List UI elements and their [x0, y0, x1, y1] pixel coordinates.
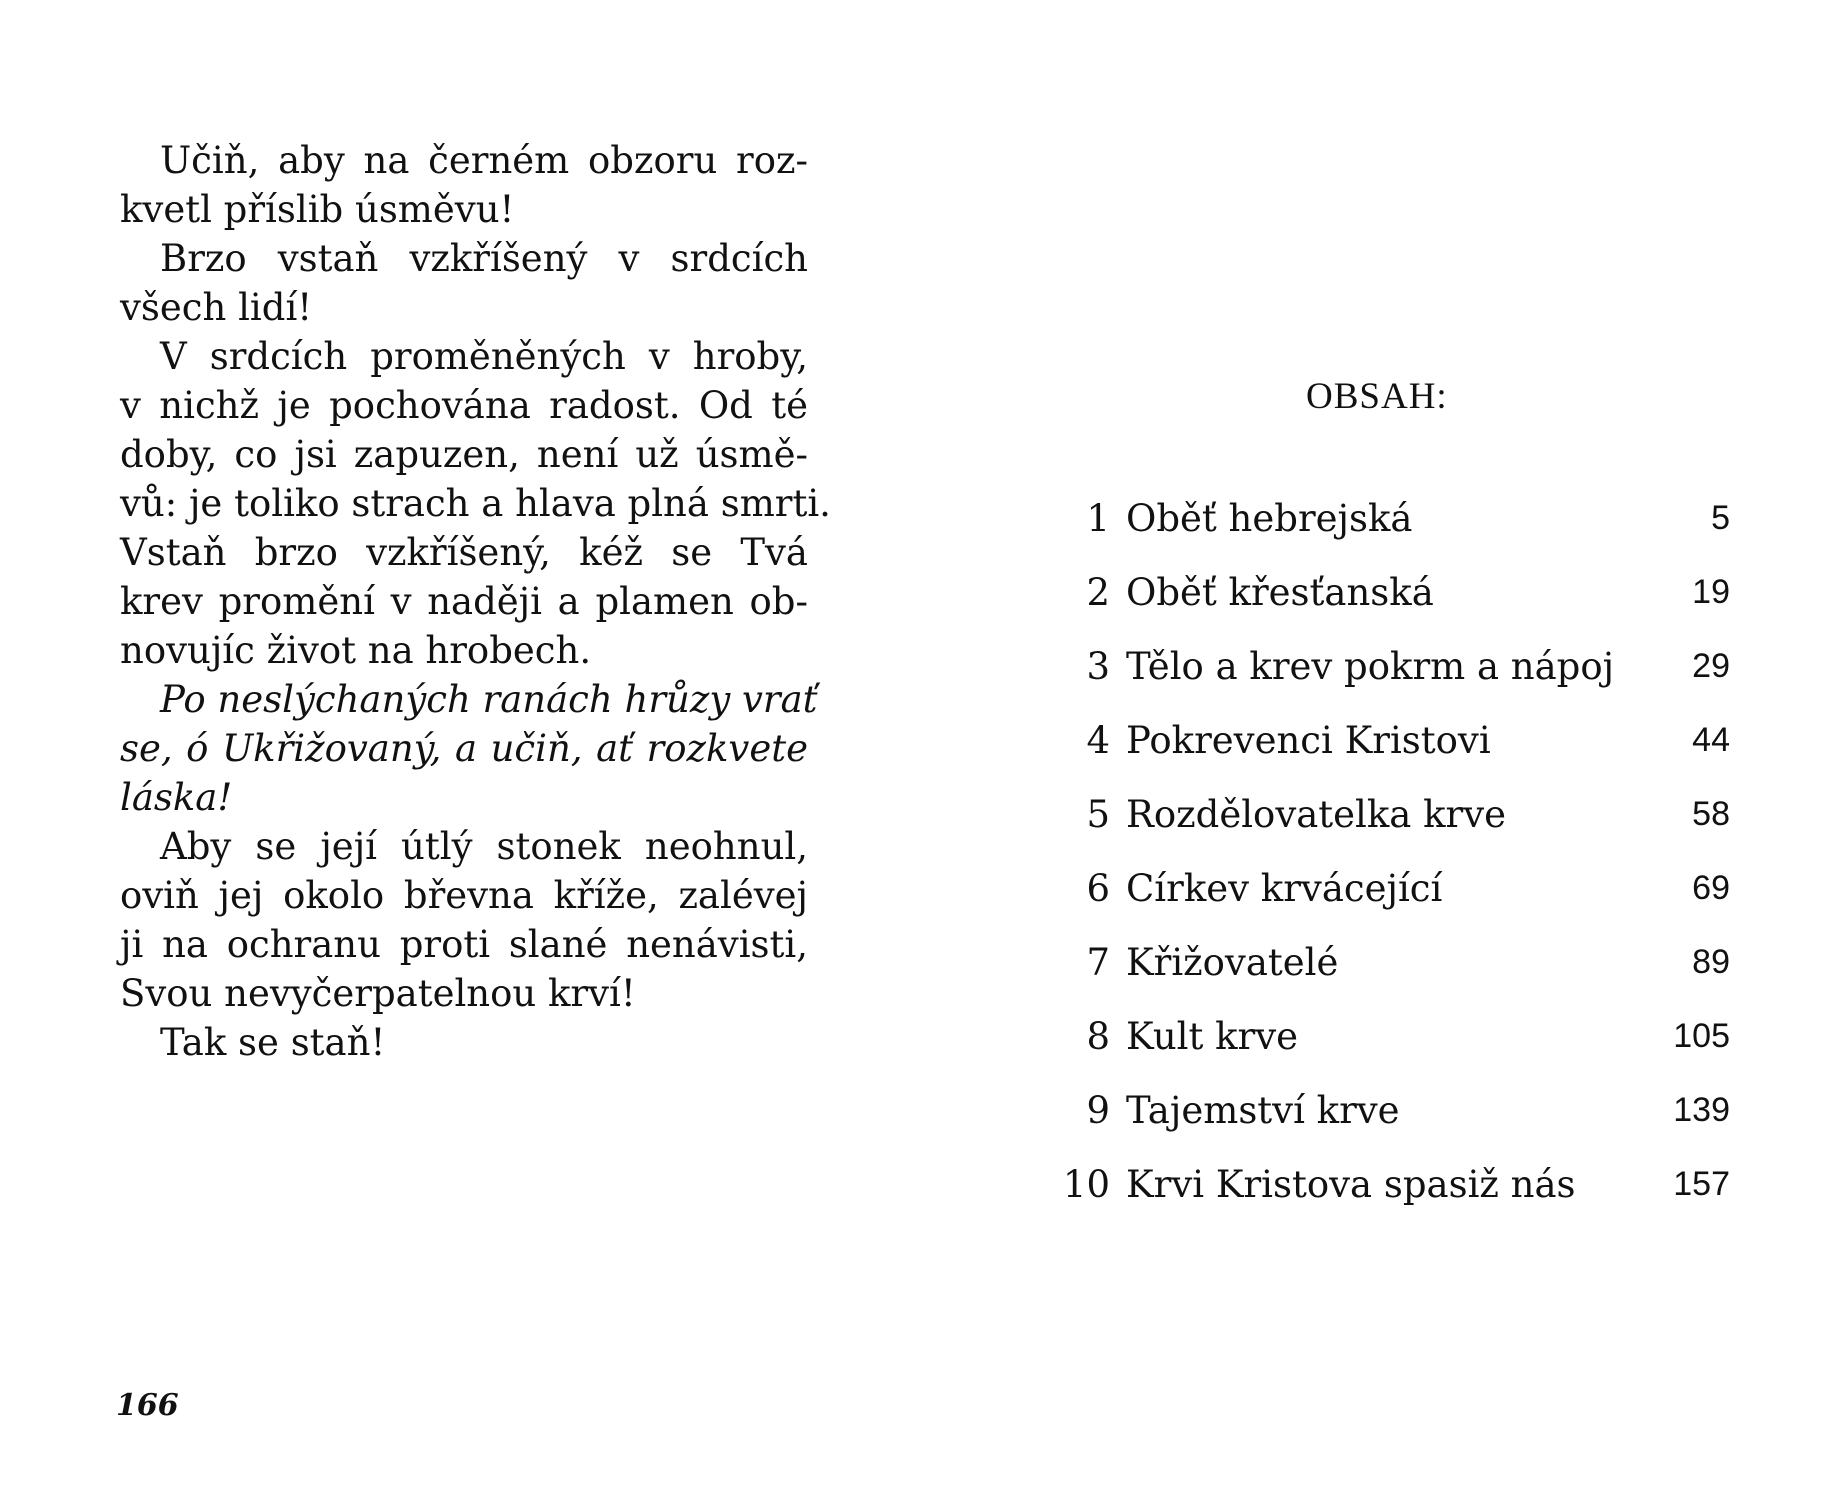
- text-line: vů: je toliko strach a hlava plná smrti.: [120, 482, 831, 525]
- toc-entry-number: 1: [1086, 497, 1110, 540]
- text-line: Brzo vstaň vzkříšený v srdcích: [160, 237, 808, 280]
- paragraph: [120, 822, 808, 1018]
- toc-entry: [1030, 568, 1730, 642]
- text-line: všech lidí!: [120, 286, 313, 329]
- text-line: krev promění v naději a plamen ob-: [120, 580, 808, 623]
- toc-entry-page: 89: [1692, 943, 1730, 981]
- toc-entry-title: Oběť křesťanská: [1126, 571, 1434, 614]
- text-line: oviň jej okolo břevna kříže, zalévej: [120, 874, 808, 917]
- toc-heading: OBSAH:: [1306, 376, 1448, 417]
- toc-entry-page: 58: [1692, 795, 1730, 833]
- toc-entry: [1030, 1160, 1730, 1234]
- text-line: V srdcích proměněných v hroby,: [160, 335, 808, 378]
- toc-entry-page: 157: [1673, 1165, 1730, 1203]
- toc-entry-title: Tělo a krev pokrm a nápoj: [1126, 645, 1615, 688]
- paragraph: [120, 136, 808, 234]
- paragraph: [120, 234, 808, 332]
- toc-entry: [1030, 938, 1730, 1012]
- toc-entry-title: Kult krve: [1126, 1015, 1299, 1058]
- table-of-contents: [1030, 494, 1730, 1234]
- toc-entry-number: 8: [1086, 1015, 1110, 1058]
- text-line: Po neslýchaných ranách hrůzy vrať: [160, 678, 818, 721]
- toc-entry-number: 2: [1086, 571, 1110, 614]
- toc-entry-number: 10: [1062, 1163, 1110, 1206]
- text-line: Aby se její útlý stonek neohnul,: [160, 825, 808, 868]
- toc-entry-number: 4: [1086, 719, 1110, 762]
- toc-entry: [1030, 494, 1730, 568]
- text-line: se, ó Ukřižovaný, a učiň, ať rozkvete: [120, 727, 808, 770]
- text-line: Vstaň brzo vzkříšený, kéž se Tvá: [120, 531, 808, 574]
- toc-entry-number: 9: [1086, 1089, 1110, 1132]
- toc-entry-page: 29: [1692, 647, 1730, 685]
- toc-entry-page: 5: [1711, 499, 1730, 537]
- text-line: Svou nevyčerpatelnou krví!: [120, 972, 636, 1015]
- toc-entry: [1030, 1086, 1730, 1160]
- toc-entry-number: 6: [1086, 867, 1110, 910]
- toc-entry-number: 7: [1086, 941, 1110, 984]
- toc-entry-title: Pokrevenci Kristovi: [1126, 719, 1491, 762]
- page-number: 166: [116, 1388, 179, 1423]
- toc-entry: [1030, 864, 1730, 938]
- left-page-text: [120, 136, 831, 1067]
- text-line: láska!: [120, 776, 233, 819]
- toc-entry-page: 105: [1673, 1017, 1730, 1055]
- toc-entry-title: Křižovatelé: [1126, 941, 1339, 984]
- toc-entry-page: 69: [1692, 869, 1730, 907]
- toc-entry: [1030, 716, 1730, 790]
- toc-entry: [1030, 1012, 1730, 1086]
- toc-entry-title: Tajemství krve: [1126, 1089, 1400, 1132]
- toc-entry: [1030, 642, 1730, 716]
- toc-entry-number: 3: [1086, 645, 1110, 688]
- toc-entry-page: 44: [1692, 721, 1730, 759]
- text-line: ji na ochranu proti slané nenávisti,: [120, 923, 808, 966]
- text-line: novujíc život na hrobech.: [120, 629, 592, 672]
- text-line: doby, co jsi zapuzen, není už úsmě-: [120, 433, 808, 476]
- toc-entry-title: Oběť hebrejská: [1126, 497, 1413, 540]
- toc-entry-page: 139: [1673, 1091, 1730, 1129]
- toc-entry-title: Krvi Kristova spasiž nás: [1126, 1163, 1576, 1206]
- text-line: Učiň, aby na černém obzoru roz-: [160, 139, 808, 182]
- toc-entry-title: Církev krvácející: [1126, 867, 1443, 910]
- paragraph: [120, 1018, 808, 1067]
- paragraph: [120, 332, 831, 675]
- toc-entry: [1030, 790, 1730, 864]
- toc-entry-number: 5: [1086, 793, 1110, 836]
- text-line: kvetl příslib úsměvu!: [120, 188, 515, 231]
- toc-entry-page: 19: [1692, 573, 1730, 611]
- text-line: Tak se staň!: [160, 1021, 386, 1064]
- toc-entry-title: Rozdělovatelka krve: [1126, 793, 1507, 836]
- text-line: v nichž je pochována radost. Od té: [120, 384, 808, 427]
- paragraph: [120, 675, 818, 822]
